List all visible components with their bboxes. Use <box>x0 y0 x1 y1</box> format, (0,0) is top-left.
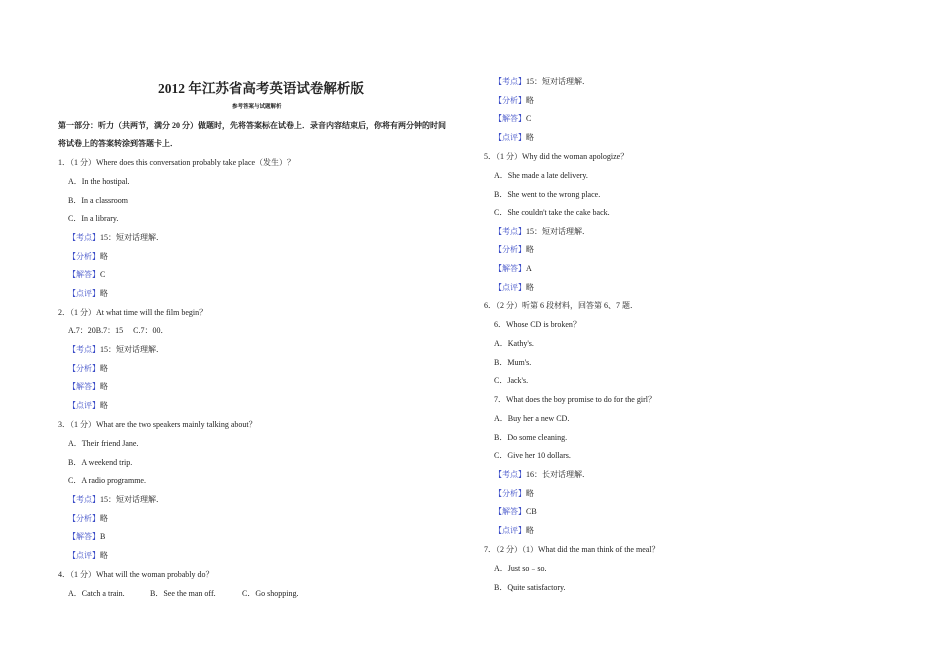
q5-option-c: C．She couldn't take the cake back. <box>494 208 610 217</box>
q67-fenxi-text: 略 <box>526 489 534 498</box>
q6-option-b: B．Mum's. <box>494 358 532 367</box>
q3-dianping <box>68 551 108 561</box>
q3-option-a: A．Their friend Jane. <box>68 439 139 448</box>
dianping-tag: 【点评】 <box>68 289 100 298</box>
dianping-tag: 【点评】 <box>494 526 526 535</box>
q3-kaodian <box>68 495 164 505</box>
q4-stem: 4．（1 分）What will the woman probably do？ <box>58 570 214 579</box>
q2-fenxi-text: 略 <box>100 364 108 373</box>
q7-sub-option-b: B．Do some cleaning. <box>494 433 568 442</box>
q1-fenxi <box>68 252 108 262</box>
q67-dianping <box>494 526 534 536</box>
q6-section-stem: 6．（2 分）听第 6 段材料，回答第 6、7 题． <box>484 301 638 310</box>
q2-kaodian <box>68 345 164 355</box>
section-heading-line-1: 第一部分：听力（共两节，满分 20 分）做题时，先将答案标在试卷上．录音内容结束后，你将有两分钟的时间 <box>58 121 446 130</box>
q1-kaodian-text: 15：短对话理解． <box>100 233 164 242</box>
q5-fenxi <box>494 245 534 255</box>
q5-dianping <box>494 283 534 293</box>
q2-fenxi <box>68 364 108 374</box>
section-heading-line-2: 将试卷上的答案转涂到答题卡上． <box>58 139 178 148</box>
q67-kaodian-text: 16：长对话理解． <box>526 470 590 479</box>
q5-fenxi-text: 略 <box>526 245 534 254</box>
q3-kaodian-text: 15：短对话理解． <box>100 495 164 504</box>
page-title: 2012 年江苏省高考英语试卷解析版 <box>158 81 364 96</box>
q4-jieda <box>494 114 531 124</box>
dianping-tag: 【点评】 <box>68 401 100 410</box>
q7-stem: 7．（2 分）（1）What did the man think of the meal？ <box>484 545 660 554</box>
q67-dianping-text: 略 <box>526 526 534 535</box>
q4-option-a: A．Catch a train. <box>68 589 125 598</box>
q6-option-c: C．Jack's. <box>494 376 529 385</box>
q7-option-b: B．Quite satisfactory. <box>494 583 566 592</box>
q7-sub-option-a: A．Buy her a new CD. <box>494 414 570 423</box>
q5-option-a: A．She made a late delivery. <box>494 171 588 180</box>
q1-jieda <box>68 270 105 280</box>
fenxi-tag: 【分析】 <box>494 245 526 254</box>
q5-dianping-text: 略 <box>526 283 534 292</box>
q1-fenxi-text: 略 <box>100 252 108 261</box>
q67-jieda-text: CB <box>526 507 537 516</box>
q4-jieda-text: C <box>526 114 532 123</box>
q3-option-c: C．A radio programme. <box>68 476 146 485</box>
q3-jieda <box>68 532 105 542</box>
dianping-tag: 【点评】 <box>494 283 526 292</box>
jieda-tag: 【解答】 <box>68 270 100 279</box>
q3-jieda-text: B <box>100 532 106 541</box>
dianping-tag: 【点评】 <box>494 133 526 142</box>
kaodian-tag: 【考点】 <box>68 233 100 242</box>
q7-sub-option-c: C．Give her 10 dollars. <box>494 451 571 460</box>
q2-kaodian-text: 15：短对话理解． <box>100 345 164 354</box>
q1-stem: 1．（1 分）Where does this conversation probably take place（发生）？ <box>58 158 296 167</box>
kaodian-tag: 【考点】 <box>494 470 526 479</box>
q2-dianping-text: 略 <box>100 401 108 410</box>
q3-dianping-text: 略 <box>100 551 108 560</box>
q6-stem: 6．Whose CD is broken？ <box>494 320 581 329</box>
q6-option-a: A．Kathy's. <box>494 339 534 348</box>
q4-option-b: B．See the man off. <box>150 589 216 598</box>
q1-kaodian <box>68 233 164 243</box>
q2-options: A.7：20B.7：15 C.7：00． <box>68 326 169 335</box>
q3-stem: 3．（1 分）What are the two speakers mainly talking about？ <box>58 420 257 429</box>
q67-fenxi <box>494 489 534 499</box>
q4-option-c: C．Go shopping. <box>242 589 299 598</box>
q1-option-b: B．In a classroom <box>68 196 128 205</box>
q1-jieda-text: C <box>100 270 106 279</box>
q5-kaodian-text: 15：短对话理解． <box>526 227 590 236</box>
fenxi-tag: 【分析】 <box>68 252 100 261</box>
fenxi-tag: 【分析】 <box>494 489 526 498</box>
fenxi-tag: 【分析】 <box>494 96 526 105</box>
jieda-tag: 【解答】 <box>494 114 526 123</box>
q1-dianping-text: 略 <box>100 289 108 298</box>
fenxi-tag: 【分析】 <box>68 364 100 373</box>
page-subtitle: 参考答案与试题解析 <box>232 104 282 110</box>
q1-dianping <box>68 289 108 299</box>
q3-fenxi <box>68 514 108 524</box>
q67-jieda <box>494 507 537 517</box>
jieda-tag: 【解答】 <box>494 264 526 273</box>
q5-stem: 5．（1 分）Why did the woman apologize？ <box>484 152 629 161</box>
jieda-tag: 【解答】 <box>68 382 100 391</box>
q67-kaodian <box>494 470 590 480</box>
q2-jieda <box>68 382 108 392</box>
q1-option-c: C．In a library. <box>68 214 119 223</box>
q5-jieda-text: A <box>526 264 532 273</box>
q5-jieda <box>494 264 532 274</box>
jieda-tag: 【解答】 <box>494 507 526 516</box>
kaodian-tag: 【考点】 <box>494 227 526 236</box>
kaodian-tag: 【考点】 <box>68 495 100 504</box>
jieda-tag: 【解答】 <box>68 532 100 541</box>
q4-dianping-text: 略 <box>526 133 534 142</box>
q1-option-a: A．In the hostipal. <box>68 177 130 186</box>
q4-dianping <box>494 133 534 143</box>
fenxi-tag: 【分析】 <box>68 514 100 523</box>
dianping-tag: 【点评】 <box>68 551 100 560</box>
q5-option-b: B．She went to the wrong place. <box>494 190 601 199</box>
q4-fenxi <box>494 96 534 106</box>
q4-kaodian-text: 15：短对话理解． <box>526 77 590 86</box>
q2-stem: 2．（1 分）At what time will the film begin？ <box>58 308 208 317</box>
q3-option-b: B．A weekend trip. <box>68 458 133 467</box>
q2-dianping <box>68 401 108 411</box>
q4-kaodian <box>494 77 590 87</box>
q7-sub-stem: 7．What does the boy promise to do for the girl？ <box>494 395 656 404</box>
q2-jieda-text: 略 <box>100 382 108 391</box>
kaodian-tag: 【考点】 <box>68 345 100 354</box>
kaodian-tag: 【考点】 <box>494 77 526 86</box>
q4-fenxi-text: 略 <box>526 96 534 105</box>
q3-fenxi-text: 略 <box>100 514 108 523</box>
q7-option-a: A．Just so﹣so. <box>494 564 547 573</box>
q5-kaodian <box>494 227 590 237</box>
